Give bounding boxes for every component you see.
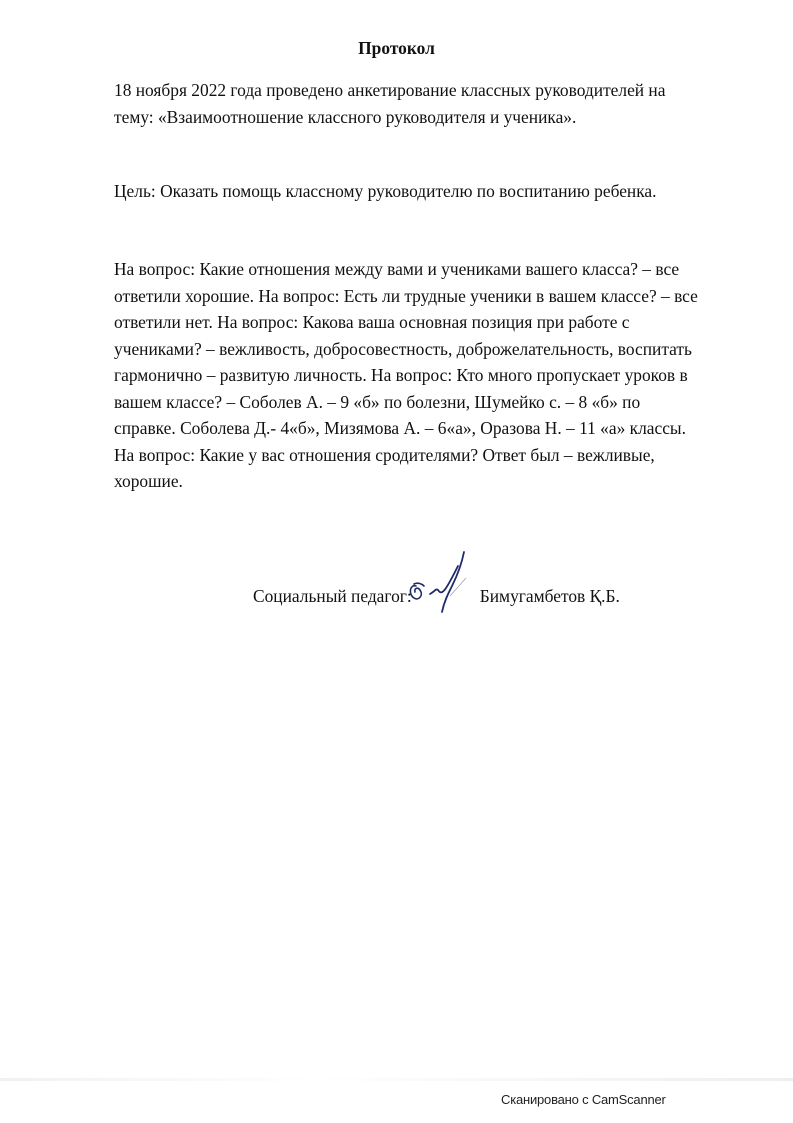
body-line: хорошие.: [114, 471, 183, 491]
scanner-watermark: Сканировано с CamScanner: [501, 1092, 666, 1107]
handwritten-signature-icon: [412, 572, 480, 602]
intro-paragraph: [114, 77, 734, 131]
signatory-role: Социальный педагог:: [253, 586, 412, 606]
intro-line: тему: «Взаимоотношение классного руководителя и ученика».: [114, 107, 577, 127]
signature-block: [253, 572, 620, 606]
body-line: вашем классе? – Соболев А. – 9 «б» по болезни, Шумейко с. – 8 «б» по: [114, 391, 641, 412]
scan-artifact: [0, 1078, 793, 1081]
document-title: Протокол: [358, 38, 435, 58]
signatory-name: Бимугамбетов Қ.Б.: [479, 586, 620, 606]
goal-statement: Цель: Оказать помощь классному руководителю по воспитанию ребенка.: [114, 181, 657, 201]
body-line: учениками? – вежливость, добросовестность, доброжелательность, воспитать: [114, 338, 692, 359]
body-line: На вопрос: Какие отношения между вами и учениками вашего класса? – все: [114, 259, 680, 279]
body-line: ответили нет. На вопрос: Какова ваша основная позиция при работе с: [114, 312, 630, 332]
survey-results-paragraph: [114, 256, 734, 495]
body-line: ответили хорошие. На вопрос: Есть ли трудные ученики в вашем классе? – все: [114, 285, 698, 306]
body-line: гармонично – развитую личность. На вопрос: Кто много пропускает уроков в: [114, 365, 688, 385]
body-line: справке. Соболева Д.- 4«б», Мизямова А. – 6«а», Оразова Н. – 11 «а» классы.: [114, 418, 686, 438]
body-line: На вопрос: Какие у вас отношения сродителями? Ответ был – вежливые,: [114, 444, 655, 465]
intro-line: 18 ноября 2022 года проведено анкетирование классных руководителей на: [114, 80, 666, 100]
